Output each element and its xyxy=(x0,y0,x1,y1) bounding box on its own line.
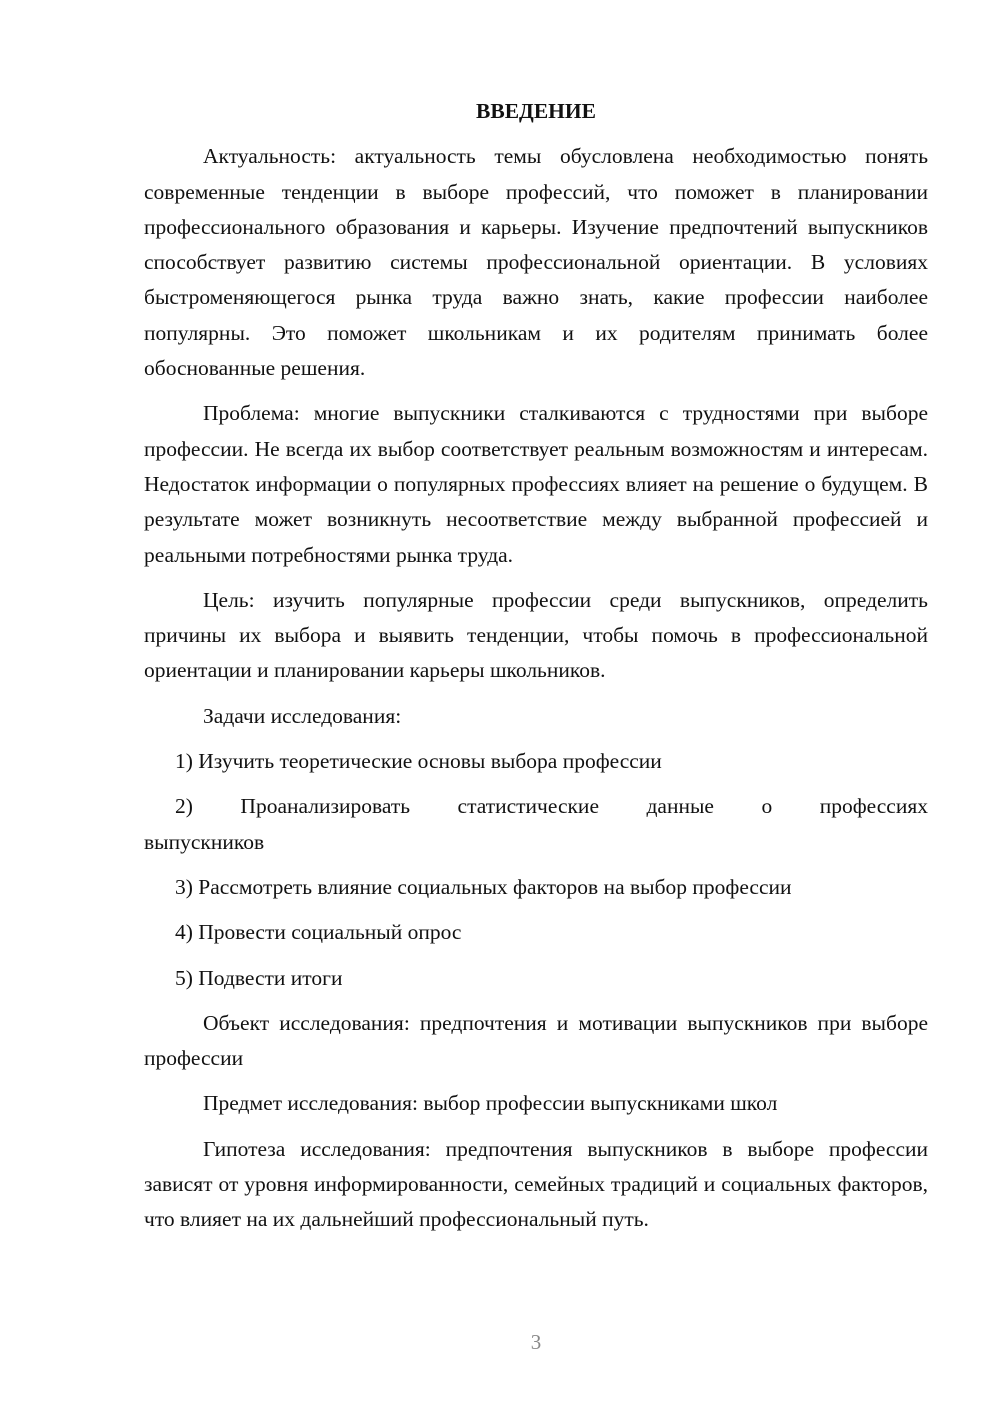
task-item: 2) Проанализировать статистические данные о профессиях выпускников xyxy=(144,794,928,854)
section-heading: ВВЕДЕНИЕ xyxy=(476,99,596,123)
relevance-paragraph: Актуальность: актуальность темы обусловлена необходимостью понять современные тенденции в выборе профессий, что поможет в планировании профессионального образования и карьеры. Изучение предпочтений выпускников способствует развитию системы профессиональной ориентации. В условиях быстроменяющегося рынка труда важно знать, какие профессии наиболее популярны. Это поможет школьникам и их родителям принимать более обоснованные решения. xyxy=(144,144,928,381)
subject-paragraph: Предмет исследования: выбор профессии выпускниками школ xyxy=(203,1091,778,1116)
object-paragraph: Объект исследования: предпочтения и мотивации выпускников при выборе профессии xyxy=(144,1010,928,1071)
tasks-heading: Задачи исследования: xyxy=(203,703,402,728)
task-item: 5) Подвести итоги xyxy=(175,965,343,990)
task-item: 4) Провести социальный опрос xyxy=(175,920,462,945)
goal-paragraph: Цель: изучить популярные профессии среди выпускников, определить причины их выбора и выявить тенденции, чтобы помочь в профессиональной ориентации и планировании карьеры школьников. xyxy=(144,587,928,683)
page-number: 3 xyxy=(530,1330,542,1354)
hypothesis-paragraph: Гипотеза исследования: предпочтения выпускников в выборе профессии зависят от уровня информированности, семейных традиций и социальных факторов, что влияет на их дальнейший профессиональный путь. xyxy=(144,1136,928,1232)
task-item: 3) Рассмотреть влияние социальных факторов на выбор профессии xyxy=(175,874,792,899)
page-body xyxy=(144,94,928,1248)
problem-paragraph: Проблема: многие выпускники сталкиваются с трудностями при выборе профессии. Не всегда их выбор соответствует реальным возможностям и интересам. Недостаток информации о популярных профессиях влияет на решение о будущем. В результате может возникнуть несоответствие между выбранной профессией и реальными потребностями рынка труда. xyxy=(144,401,928,567)
task-item: 1) Изучить теоретические основы выбора профессии xyxy=(175,749,662,774)
